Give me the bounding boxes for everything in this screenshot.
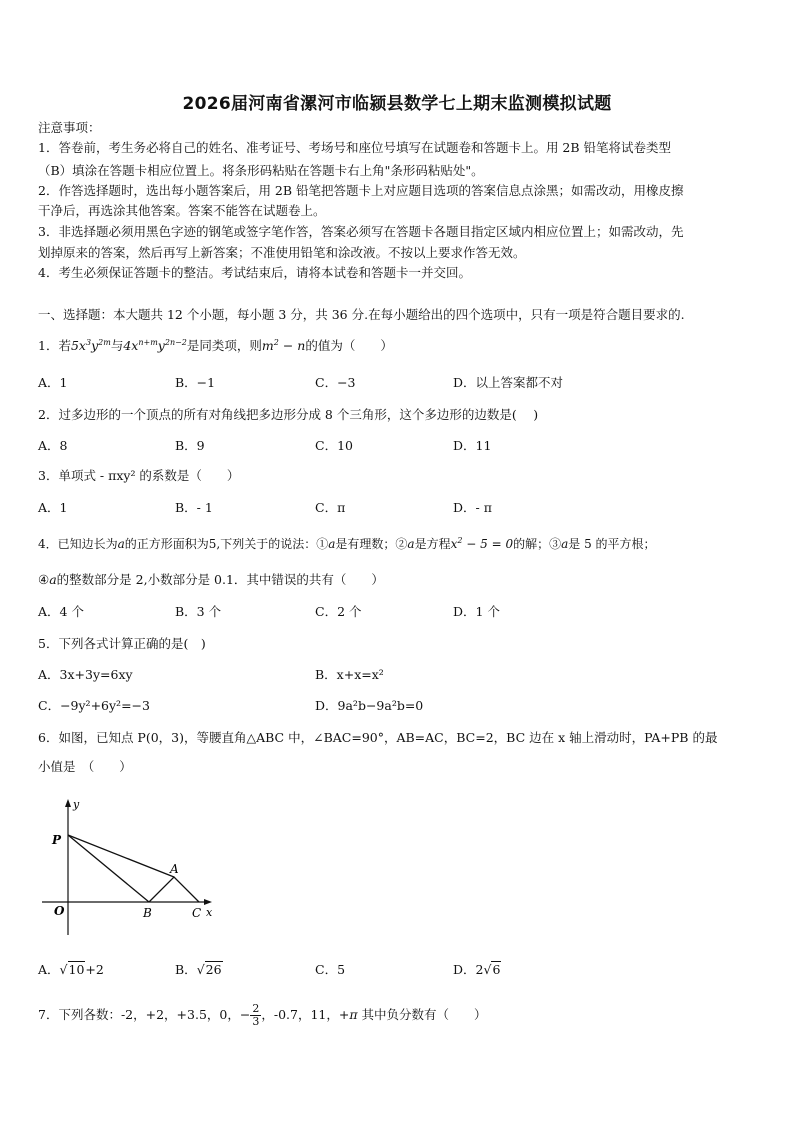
question-4-stem: 4．已知边长为a的正方形面积为5,下列关于的说法：①a是有理数；②a是方程$x^2 - 5 = 0$的解；③a是 5 的平方根； [38,536,656,551]
question-7-stem: 7．下列各数：-2，+2，+3.5，0，− $\frac{2}{3}$ ，-0.7，11，+π 其中负分数有（ ） [38,1002,487,1028]
option-c: C．5 [315,962,346,977]
question-6-stem: 6．如图，已知点 P(0，3)，等腰直角△ABC 中，∠BAC=90°，AB=AC，BC=2，BC 边在 x 轴上滑动时，PA+PB 的最 [38,730,718,745]
question-3-stem: 3．单项式 - πxy² 的系数是（ ） [38,468,240,483]
option-d: D．9a²b−9a²b=0 [315,698,424,713]
option-d: D．以上答案都不对 [453,375,564,390]
notice-item-2a: 2．作答选择题时，选出每小题答案后，用 2B 铅笔把答题卡上对应题目选项的答案信息点涂黑；如需改动，用橡皮擦 [38,183,684,198]
option-b: B．- 1 [175,500,213,515]
question-2-stem: 2．过多边形的一个顶点的所有对角线把多边形分成 8 个三角形，这个多边形的边数是( ) [38,407,539,422]
option-a: A．√10+2 [38,962,104,977]
fraction-two-thirds: $\frac{2}{3}$ [252,1002,260,1028]
coordinate-figure [38,795,228,940]
option-d: D．1 个 [453,604,500,619]
question-1-stem: 1．若$5x^3y^{2m}$与$4x^{n+m}y^{2n-2}$是同类项，则$m^2 - n$的值为（ ） [38,337,393,353]
option-a: A．4 个 [38,604,84,619]
option-d: D．11 [453,438,492,453]
notice-item-1b: （B）填涂在答题卡相应位置上。将条形码粘贴在答题卡右上角"条形码粘贴处"。 [38,163,484,178]
question-4-stem-cont: ④a的整数部分是 2,小数部分是 0.1．其中错误的共有（ ） [38,572,384,587]
option-b: B．x+x=x² [315,667,384,682]
point-b-label: B [143,906,152,920]
option-c: C．π [315,500,346,515]
option-b: B．√26 [175,962,222,977]
option-a: A．1 [38,375,68,390]
notice-heading: 注意事项： [38,120,101,135]
triangle-abc [149,877,199,902]
point-a-label: A [170,862,179,876]
notice-item-3a: 3．非选择题必须用黑色字迹的钢笔或签字笔作答，答案必须写在答题卡各题目指定区域内相应位置上；如需改动，先 [38,224,684,239]
option-c: C．−9y²+6y²=−3 [38,698,150,713]
point-p-label: P [52,833,62,847]
option-c: C．−3 [315,375,356,390]
option-d: D．- π [453,500,492,515]
option-c: C．10 [315,438,353,453]
option-b: B．3 个 [175,604,222,619]
notice-item-3b: 划掉原来的答案，然后再写上新答案；不准使用铅笔和涂改液。不按以上要求作答无效。 [38,245,526,260]
origin-label: O [54,904,65,918]
option-c: C．2 个 [315,604,362,619]
option-a: A．3x+3y=6xy [38,667,133,682]
point-c-label: C [192,906,202,920]
x-axis-arrow [204,899,212,905]
option-b: B．9 [175,438,205,453]
question-6-stem-cont: 小值是 （ ） [38,759,132,774]
notice-item-2b: 干净后，再选涂其他答案。答案不能答在试题卷上。 [38,203,326,218]
y-axis-arrow [65,799,71,807]
option-b: B．−1 [175,375,216,390]
question-5-stem: 5．下列各式计算正确的是( ) [38,636,206,651]
x-label: x [206,906,213,919]
page-title: 2026届河南省漯河市临颍县数学七上期末监测模拟试题 [182,94,612,114]
notice-item-4: 4．考生必须保证答题卡的整洁。考试结束后，请将本试卷和答题卡一并交回。 [38,265,471,280]
option-d: D．2√6 [453,962,501,977]
option-a: A．8 [38,438,68,453]
segment-pa [68,835,174,877]
section-heading: 一、选择题：本大题共 12 个小题，每小题 3 分，共 36 分.在每小题给出的四个选项中，只有一项是符合题目要求的. [38,307,685,322]
notice-item-1a: 1．答卷前，考生务必将自己的姓名、准考证号、考场号和座位号填写在试题卷和答题卡上。用 2B 铅笔将试卷类型 [38,140,672,155]
y-label: y [73,798,80,811]
segment-pb [68,835,149,902]
option-a: A．1 [38,500,68,515]
